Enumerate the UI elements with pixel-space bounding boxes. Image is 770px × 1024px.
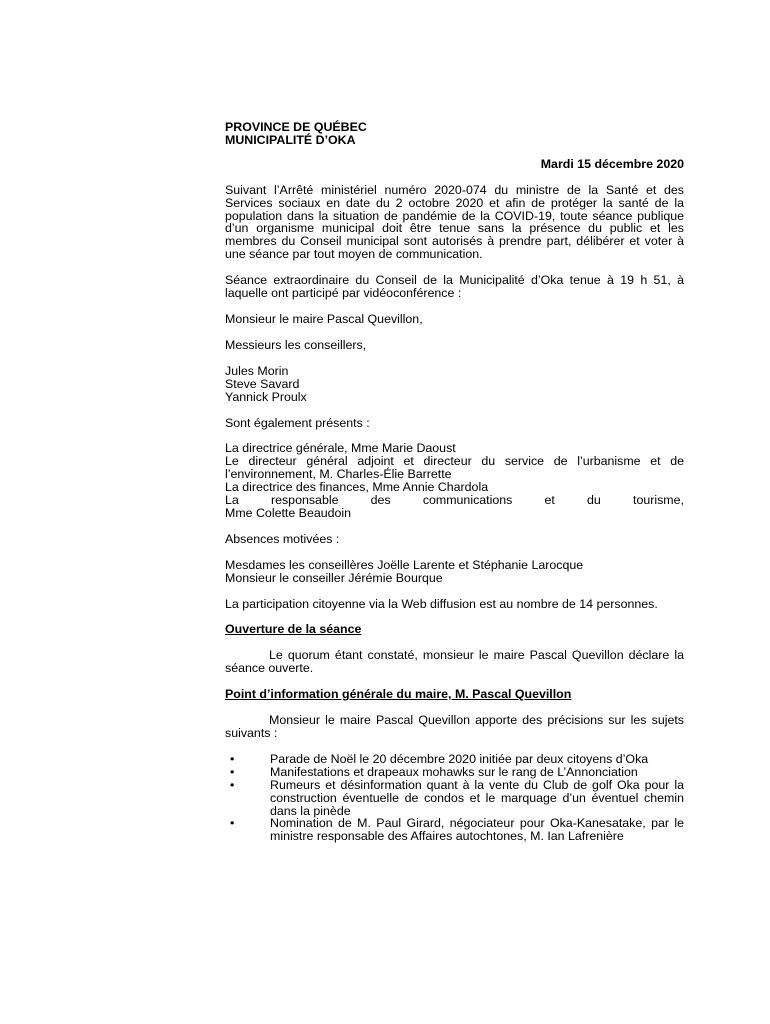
also-present-list <box>225 442 684 519</box>
list-item <box>225 779 684 818</box>
topics-list <box>225 753 684 843</box>
document-page <box>225 121 684 843</box>
mayor-info-paragraph: Monsieur le maire Pascal Quevillon apporte des précisions sur les sujets suivants : <box>225 713 684 740</box>
attendee-line: La directrice générale, Mme Marie Daoust <box>225 441 456 456</box>
attendee-word: des <box>370 493 391 508</box>
councillors-list <box>225 365 684 404</box>
also-present-heading: Sont également présents : <box>225 415 370 430</box>
participation-paragraph: La participation citoyenne via la Web diffusion est au nombre de 14 personnes. <box>225 596 658 611</box>
bullet-icon: • <box>230 751 235 766</box>
opening-section-title: Ouverture de la séance <box>225 622 362 637</box>
bullet-icon: • <box>230 764 235 779</box>
municipality-heading: MUNICIPALITÉ D’OKA <box>225 132 356 147</box>
opening-paragraph: Le quorum étant constaté, monsieur le maire Pascal Quevillon déclare la séance ouverte. <box>225 648 684 676</box>
absence-line: Monsieur le conseiller Jérémie Bourque <box>225 570 443 585</box>
councillor-name: Yannick Proulx <box>225 389 307 404</box>
meeting-date: Mardi 15 décembre 2020 <box>540 156 684 171</box>
topic-text: Manifestations et drapeaux mohawks sur le rang de L’Annonciation <box>270 764 638 779</box>
topic-text: Parade de Noël le 20 décembre 2020 initiée par deux citoyens d’Oka <box>270 751 649 766</box>
topic-text: Rumeurs et désinformation quant à la vente du Club de golf Oka pour la construction éventuelle de condos et le marquage d’un éventuel chemin dans la pinède <box>270 777 684 818</box>
bullet-icon: • <box>230 816 235 831</box>
attendee-line: Le directeur général adjoint et directeur du service de l’urbanisme et de l’environnement, M. Charles-Élie Barrette <box>225 454 684 482</box>
mayor-info-section-title: Point d’information générale du maire, M. Pascal Quevillon <box>225 687 572 702</box>
bullet-icon: • <box>230 777 235 792</box>
mayor-line: Monsieur le maire Pascal Quevillon, <box>225 311 423 326</box>
councillors-heading: Messieurs les conseillers, <box>225 337 367 352</box>
absence-line: Mesdames les conseillères Joëlle Larente et Stéphanie Larocque <box>225 557 584 572</box>
list-item <box>225 817 684 843</box>
attendee-line: Mme Colette Beaudoin <box>225 505 352 520</box>
topic-text: Nomination de M. Paul Girard, négociateur pour Oka-Kanesatake, par le ministre responsable des Affaires autochtones, M. Ian Lafrenière <box>270 816 684 844</box>
attendee-line <box>225 494 684 507</box>
province-heading: PROVINCE DE QUÉBEC <box>225 120 367 134</box>
absences-heading: Absences motivées : <box>225 531 340 546</box>
councillor-name: Steve Savard <box>225 376 300 391</box>
attendee-line: La directrice des finances, Mme Annie Chardola <box>225 480 489 495</box>
attendee-word: tourisme, <box>633 493 684 508</box>
attendee-word: La <box>225 493 239 508</box>
councillor-name: Jules Morin <box>225 363 289 378</box>
attendee-word: responsable <box>270 493 339 508</box>
attendee-word: du <box>587 493 601 508</box>
absences-list <box>225 559 684 585</box>
intro-paragraph: Suivant l’Arrêté ministériel numéro 2020-074 du ministre de la Santé et des Services sociaux en date du 2 octobre 2020 et afin de protéger la santé de la population dans la situation de pandémie de la COVID-19, toute séance publique d’un organisme municipal doit être tenue sans la présence du public et les membres du Conseil municipal sont autorisés à prendre part, délibérer et voter à une séance par tout moyen de communication. <box>225 182 684 262</box>
attendee-word: communications <box>422 493 513 508</box>
attendee-word: et <box>544 493 555 508</box>
session-paragraph: Séance extraordinaire du Conseil de la Municipalité d’Oka tenue à 19 h 51, à laquelle ont participé par vidéoconférence : <box>225 273 684 301</box>
